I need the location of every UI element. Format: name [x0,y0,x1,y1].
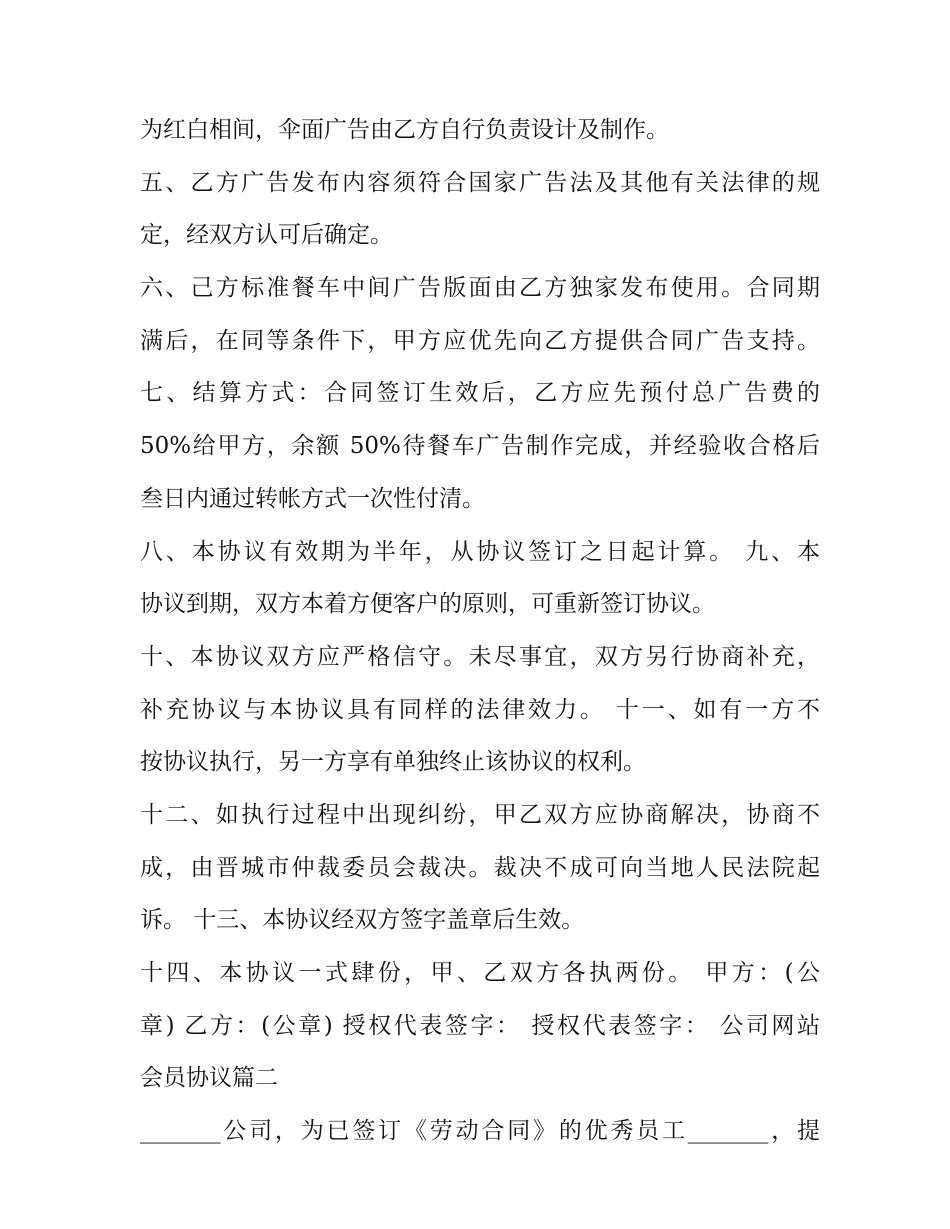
text-line: 成，由晋城市仲裁委员会裁决。裁决不成可向当地人民法院起 [140,854,820,881]
text-line: 会员协议篇二 [140,1065,278,1092]
text-line: 叁日内通过转帐方式一次性付清。 [140,485,485,512]
text-line: 诉。 十三、本协议经双方签字盖章后生效。 [140,907,585,934]
text-line: 协议到期，双方本着方便客户的原则，可重新签订协议。 [140,591,715,618]
text-line: 定，经双方认可后确定。 [140,222,393,249]
text-line: 五、乙方广告发布内容须符合国家广告法及其他有关法律的规 [140,169,820,196]
text-line: 满后，在同等条件下，甲方应优先向乙方提供合同广告支持。 [140,327,820,354]
text-line: 十四、本协议一式肆份，甲、乙双方各执两份。 甲方：(公 [140,960,820,986]
text-line: 50%给甲方，余额 50%待餐车广告制作完成，并经验收合格后 [140,433,820,460]
text-line: 十、本协议双方应严格信守。未尽事宜，双方另行协商补充， [140,643,820,670]
text-line: 十二、如执行过程中出现纠纷，甲乙双方应协商解决，协商不 [140,801,820,828]
text-line: 八、本协议有效期为半年，从协议签订之日起计算。 九、本 [140,538,820,565]
text-line: 补充协议与本协议具有同样的法律效力。 十一、如有一方不 [140,696,820,723]
text-line: _______公司，为已签订《劳动合同》的优秀员工_______，提 [140,1118,820,1145]
document-body [140,104,820,1158]
text-line: 章) 乙方：(公章) 授权代表签字： 授权代表签字： 公司网站 [140,1012,820,1039]
text-line: 七、结算方式：合同签订生效后，乙方应先预付总广告费的 [140,380,820,407]
text-line: 为红白相间，伞面广告由乙方自行负责设计及制作。 [140,117,669,143]
text-line: 六、己方标准餐车中间广告版面由乙方独家发布使用。合同期 [140,275,820,302]
text-line: 按协议执行，另一方享有单独终止该协议的权利。 [140,749,646,776]
